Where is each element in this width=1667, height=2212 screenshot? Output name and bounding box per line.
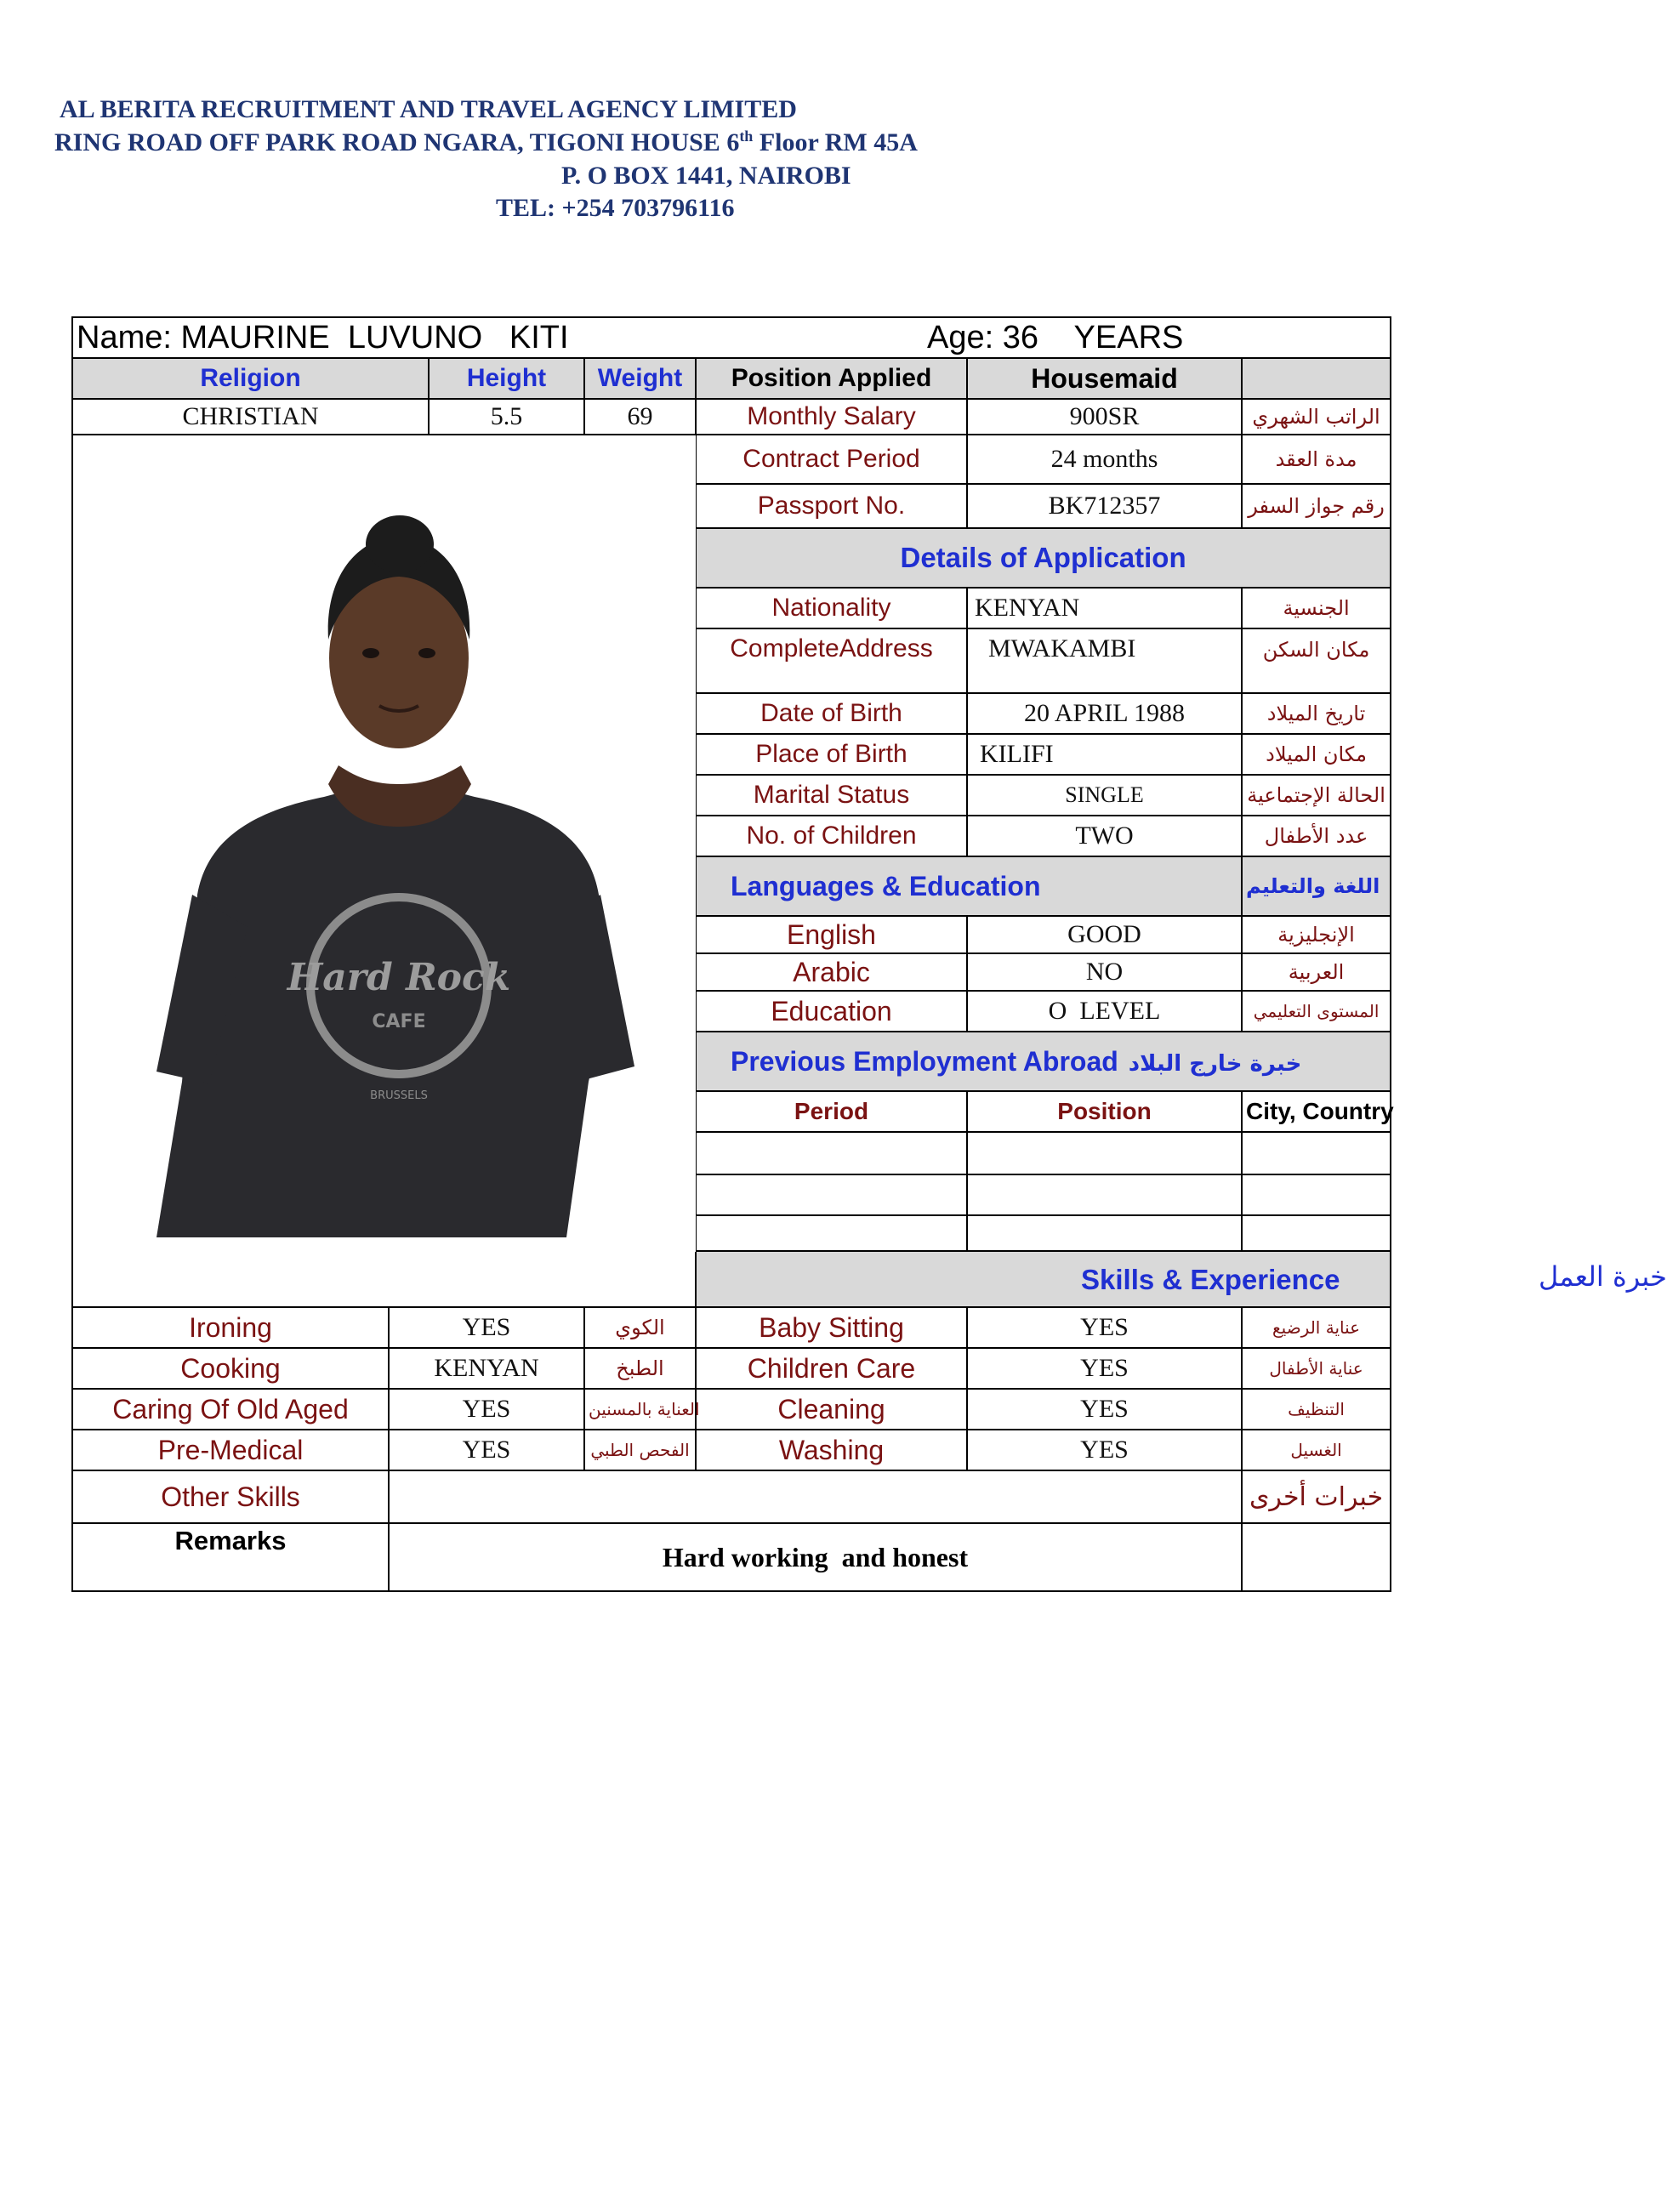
employment-city-cell	[1242, 1174, 1391, 1215]
washing-arabic: الغسيل	[1242, 1430, 1391, 1470]
old-aged-care-label: Caring Of Old Aged	[72, 1389, 389, 1430]
height-header: Height	[429, 358, 584, 399]
details-section-title: Details of Application	[696, 528, 1391, 588]
pob-value: KILIFI	[967, 734, 1242, 775]
candidate-photo-figure	[73, 435, 696, 1252]
agency-phone: TEL: +254 703796116	[496, 194, 735, 222]
baby-sitting-arabic: عناية الرضيع	[1242, 1307, 1391, 1348]
remarks-label: Remarks	[72, 1523, 389, 1591]
remarks-value: Hard working and honest	[389, 1523, 1242, 1591]
marital-status-value: SINGLE	[967, 775, 1242, 816]
languages-section-arabic: اللغة والتعليم	[1242, 856, 1391, 916]
pre-medical-arabic: الفحص الطبي	[584, 1430, 696, 1470]
skills-row	[72, 1348, 1391, 1389]
arabic-arabic: العربية	[1242, 953, 1391, 991]
ironing-value: YES	[389, 1307, 584, 1348]
employment-section-title	[696, 1032, 1391, 1091]
employment-city-cell	[1242, 1215, 1391, 1251]
languages-section-title: Languages & Education	[696, 856, 1242, 916]
shirt-city-text: BRUSSELS	[370, 1089, 428, 1102]
pob-label: Place of Birth	[696, 734, 967, 775]
washing-value: YES	[967, 1430, 1242, 1470]
position-arabic-cell	[1242, 358, 1391, 399]
cooking-value: KENYAN	[389, 1348, 584, 1389]
employment-position-cell	[967, 1132, 1242, 1174]
position-applied-value: Housemaid	[967, 358, 1242, 399]
skills-row	[72, 1389, 1391, 1430]
nationality-arabic: الجنسية	[1242, 588, 1391, 628]
education-arabic: المستوى التعليمي	[1242, 991, 1391, 1032]
cv-form	[71, 316, 1667, 1592]
cooking-arabic: الطبخ	[584, 1348, 696, 1389]
english-label: English	[696, 916, 967, 953]
children-care-arabic: عناية الأطفال	[1242, 1348, 1391, 1389]
dob-value: 20 APRIL 1988	[967, 693, 1242, 734]
education-label: Education	[696, 991, 967, 1032]
arabic-label: Arabic	[696, 953, 967, 991]
cleaning-value: YES	[967, 1389, 1242, 1430]
religion-value: CHRISTIAN	[72, 399, 429, 435]
skills-row	[72, 1307, 1391, 1348]
marital-status-arabic: الحالة الإجتماعية	[1242, 775, 1391, 816]
cooking-label: Cooking	[72, 1348, 389, 1389]
skills-section-title	[696, 1251, 1667, 1307]
employment-position-cell	[967, 1215, 1242, 1251]
monthly-salary-label: Monthly Salary	[696, 399, 967, 435]
height-value: 5.5	[429, 399, 584, 435]
floor-ordinal: th	[739, 128, 754, 145]
employment-title-arabic: خبرة خارج البلاد	[1128, 1050, 1302, 1077]
agency-address-main: RING ROAD OFF PARK ROAD NGARA, TIGONI HOUSE 6	[54, 128, 740, 156]
dob-arabic: تاريخ الميلاد	[1242, 693, 1391, 734]
ironing-arabic: الكوي	[584, 1307, 696, 1348]
religion-header: Religion	[72, 358, 429, 399]
ironing-label: Ironing	[72, 1307, 389, 1348]
passport-label: Passport No.	[696, 484, 967, 528]
remarks-extra-cell	[1242, 1523, 1391, 1591]
other-skills-arabic: خبرات أخرى	[1242, 1470, 1391, 1523]
employment-position-cell	[967, 1174, 1242, 1215]
address-arabic: مكان السكن	[1242, 628, 1391, 693]
contract-period-label: Contract Period	[696, 435, 967, 484]
agency-name: AL BERITA RECRUITMENT AND TRAVEL AGENCY LIMITED	[60, 95, 797, 123]
passport-arabic: رقم جواز السفر	[1242, 484, 1391, 528]
employment-city-cell	[1242, 1132, 1391, 1174]
employment-col-city: City, Country	[1242, 1091, 1391, 1132]
age-field	[927, 320, 1183, 356]
dob-label: Date of Birth	[696, 693, 967, 734]
children-value: TWO	[967, 816, 1242, 856]
english-value: GOOD	[967, 916, 1242, 953]
employment-col-period: Period	[696, 1091, 967, 1132]
passport-value: BK712357	[967, 484, 1242, 528]
agency-address	[54, 128, 918, 157]
employment-period-cell	[696, 1215, 967, 1251]
education-value: O LEVEL	[967, 991, 1242, 1032]
other-skills-label: Other Skills	[72, 1470, 389, 1523]
other-skills-value	[389, 1470, 1242, 1523]
nationality-label: Nationality	[696, 588, 967, 628]
baby-sitting-value: YES	[967, 1307, 1242, 1348]
position-applied-label: Position Applied	[696, 358, 967, 399]
candidate-age: 36 YEARS	[1002, 320, 1184, 355]
english-arabic: الإنجليزية	[1242, 916, 1391, 953]
nationality-value: KENYAN	[967, 588, 1242, 628]
monthly-salary-value: 900SR	[967, 399, 1242, 435]
weight-value: 69	[584, 399, 696, 435]
candidate-photo	[72, 435, 696, 1307]
agency-address-floor: Floor RM 45A	[753, 128, 918, 156]
pob-arabic: مكان الميلاد	[1242, 734, 1391, 775]
employment-period-cell	[696, 1174, 967, 1215]
washing-label: Washing	[696, 1430, 967, 1470]
employment-col-position: Position	[967, 1091, 1242, 1132]
name-label: Name:	[77, 319, 172, 355]
age-label: Age:	[927, 320, 994, 355]
monthly-salary-arabic: الراتب الشهري	[1242, 399, 1391, 435]
shirt-logo-sub: CAFE	[372, 1011, 426, 1032]
marital-status-label: Marital Status	[696, 775, 967, 816]
old-aged-care-value: YES	[389, 1389, 584, 1430]
name-age-row	[72, 317, 1391, 358]
old-aged-care-arabic: العناية بالمسنين	[584, 1389, 696, 1430]
shirt-logo-text: Hard Rock	[287, 956, 511, 999]
employment-period-cell	[696, 1132, 967, 1174]
children-care-value: YES	[967, 1348, 1242, 1389]
pre-medical-label: Pre-Medical	[72, 1430, 389, 1470]
children-arabic: عدد الأطفال	[1242, 816, 1391, 856]
skills-title-text: Skills & Experience	[1081, 1264, 1340, 1295]
children-label: No. of Children	[696, 816, 967, 856]
baby-sitting-label: Baby Sitting	[696, 1307, 967, 1348]
employment-title-text: Previous Employment Abroad	[731, 1045, 1118, 1077]
address-label: CompleteAddress	[696, 628, 967, 693]
agency-po-box: P. O BOX 1441, NAIROBI	[561, 162, 851, 190]
cleaning-arabic: التنظيف	[1242, 1389, 1391, 1430]
skills-row	[72, 1430, 1391, 1470]
candidate-name: MAURINE LUVUNO KITI	[180, 319, 569, 355]
cleaning-label: Cleaning	[696, 1389, 967, 1430]
pre-medical-value: YES	[389, 1430, 584, 1470]
arabic-value: NO	[967, 953, 1242, 991]
address-value: MWAKAMBI	[967, 628, 1242, 693]
contract-period-arabic: مدة العقد	[1242, 435, 1391, 484]
children-care-label: Children Care	[696, 1348, 967, 1389]
contract-period-value: 24 months	[967, 435, 1242, 484]
skills-title-arabic: خبرة العمل	[1539, 1260, 1667, 1293]
weight-header: Weight	[584, 358, 696, 399]
